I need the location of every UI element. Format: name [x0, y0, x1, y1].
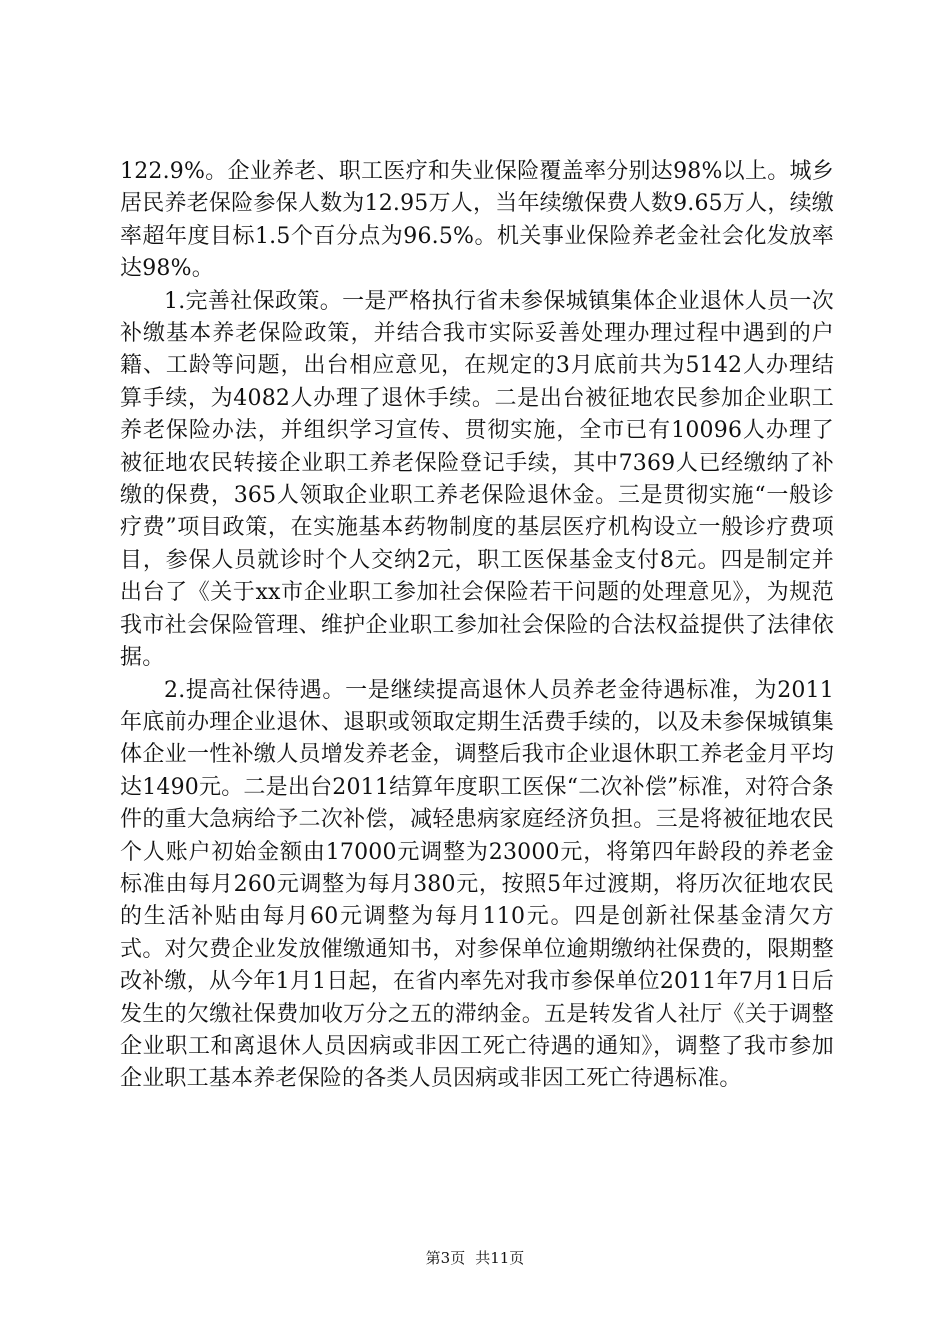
paragraph-social-security-policy: 1.完善社保政策。一是严格执行省未参保城镇集体企业退休人员一次补缴基本养老保险政策，并结合我市实际妥善处理办理过程中遇到的户籍、工龄等问题，出台相应意见，在规定的3月底前共为5142人办理结算手续，为4082人办理了退休手续。二是出台被征地农民参加企业职工养老保险办法，并组织学习宣传、贯彻实施，全市已有10096人办理了被征地农民转接企业职工养老保险登记手续，其中7369人已经缴纳了补缴的保费，365人领取企业职工养老保险退休金。三是贯彻实施“一般诊疗费”项目政策，在实施基本药物制度的基层医疗机构设立一般诊疗费项目，参保人员就诊时个人交纳2元，职工医保基金支付8元。四是制定并出台了《关于xx市企业职工参加社会保险若干问题的处理意见》，为规范我市社会保险管理、维护企业职工参加社会保险的合法权益提供了法律依据。 — [120, 288, 834, 671]
page-total: 共11页 — [475, 1249, 525, 1267]
page-footer — [0, 1248, 950, 1268]
paragraph-coverage-summary: 122.9%。企业养老、职工医疗和失业保险覆盖率分别达98%以上。城乡居民养老保险参保人数为12.95万人，当年续缴保费人数9.65万人，续缴率超年度目标1.5个百分点为96.5%。机关事业保险养老金社会化发放率达98%。 — [120, 159, 834, 282]
page-number: 第3页 — [425, 1249, 466, 1267]
document-body — [120, 156, 834, 1096]
paragraph-social-security-benefits: 2.提高社保待遇。一是继续提高退休人员养老金待遇标准，为2011年底前办理企业退休、退职或领取定期生活费手续的，以及未参保城镇集体企业一性补缴人员增发养老金，调整后我市企业退休职工养老金月平均达1490元。二是出台2011结算年度职工医保“二次补偿”标准，对符合条件的重大急病给予二次补偿，减轻患病家庭经济负担。三是将被征地农民个人账户初始金额由17000元调整为23000元，将第四年龄段的养老金标准由每月260元调整为每月380元，按照5年过渡期，将历次征地农民的生活补贴由每月60元调整为每月110元。四是创新社保基金清欠方式。对欠费企业发放催缴通知书，对参保单位逾期缴纳社保费的，限期整改补缴，从今年1月1日起，在省内率先对我市参保单位2011年7月1日后发生的欠缴社保费加收万分之五的滞纳金。五是转发省人社厅《关于调整企业职工和离退休人员因病或非因工死亡待遇的通知》，调整了我市参加企业职工基本养老保险的各类人员因病或非因工死亡待遇标准。 — [120, 677, 834, 1092]
